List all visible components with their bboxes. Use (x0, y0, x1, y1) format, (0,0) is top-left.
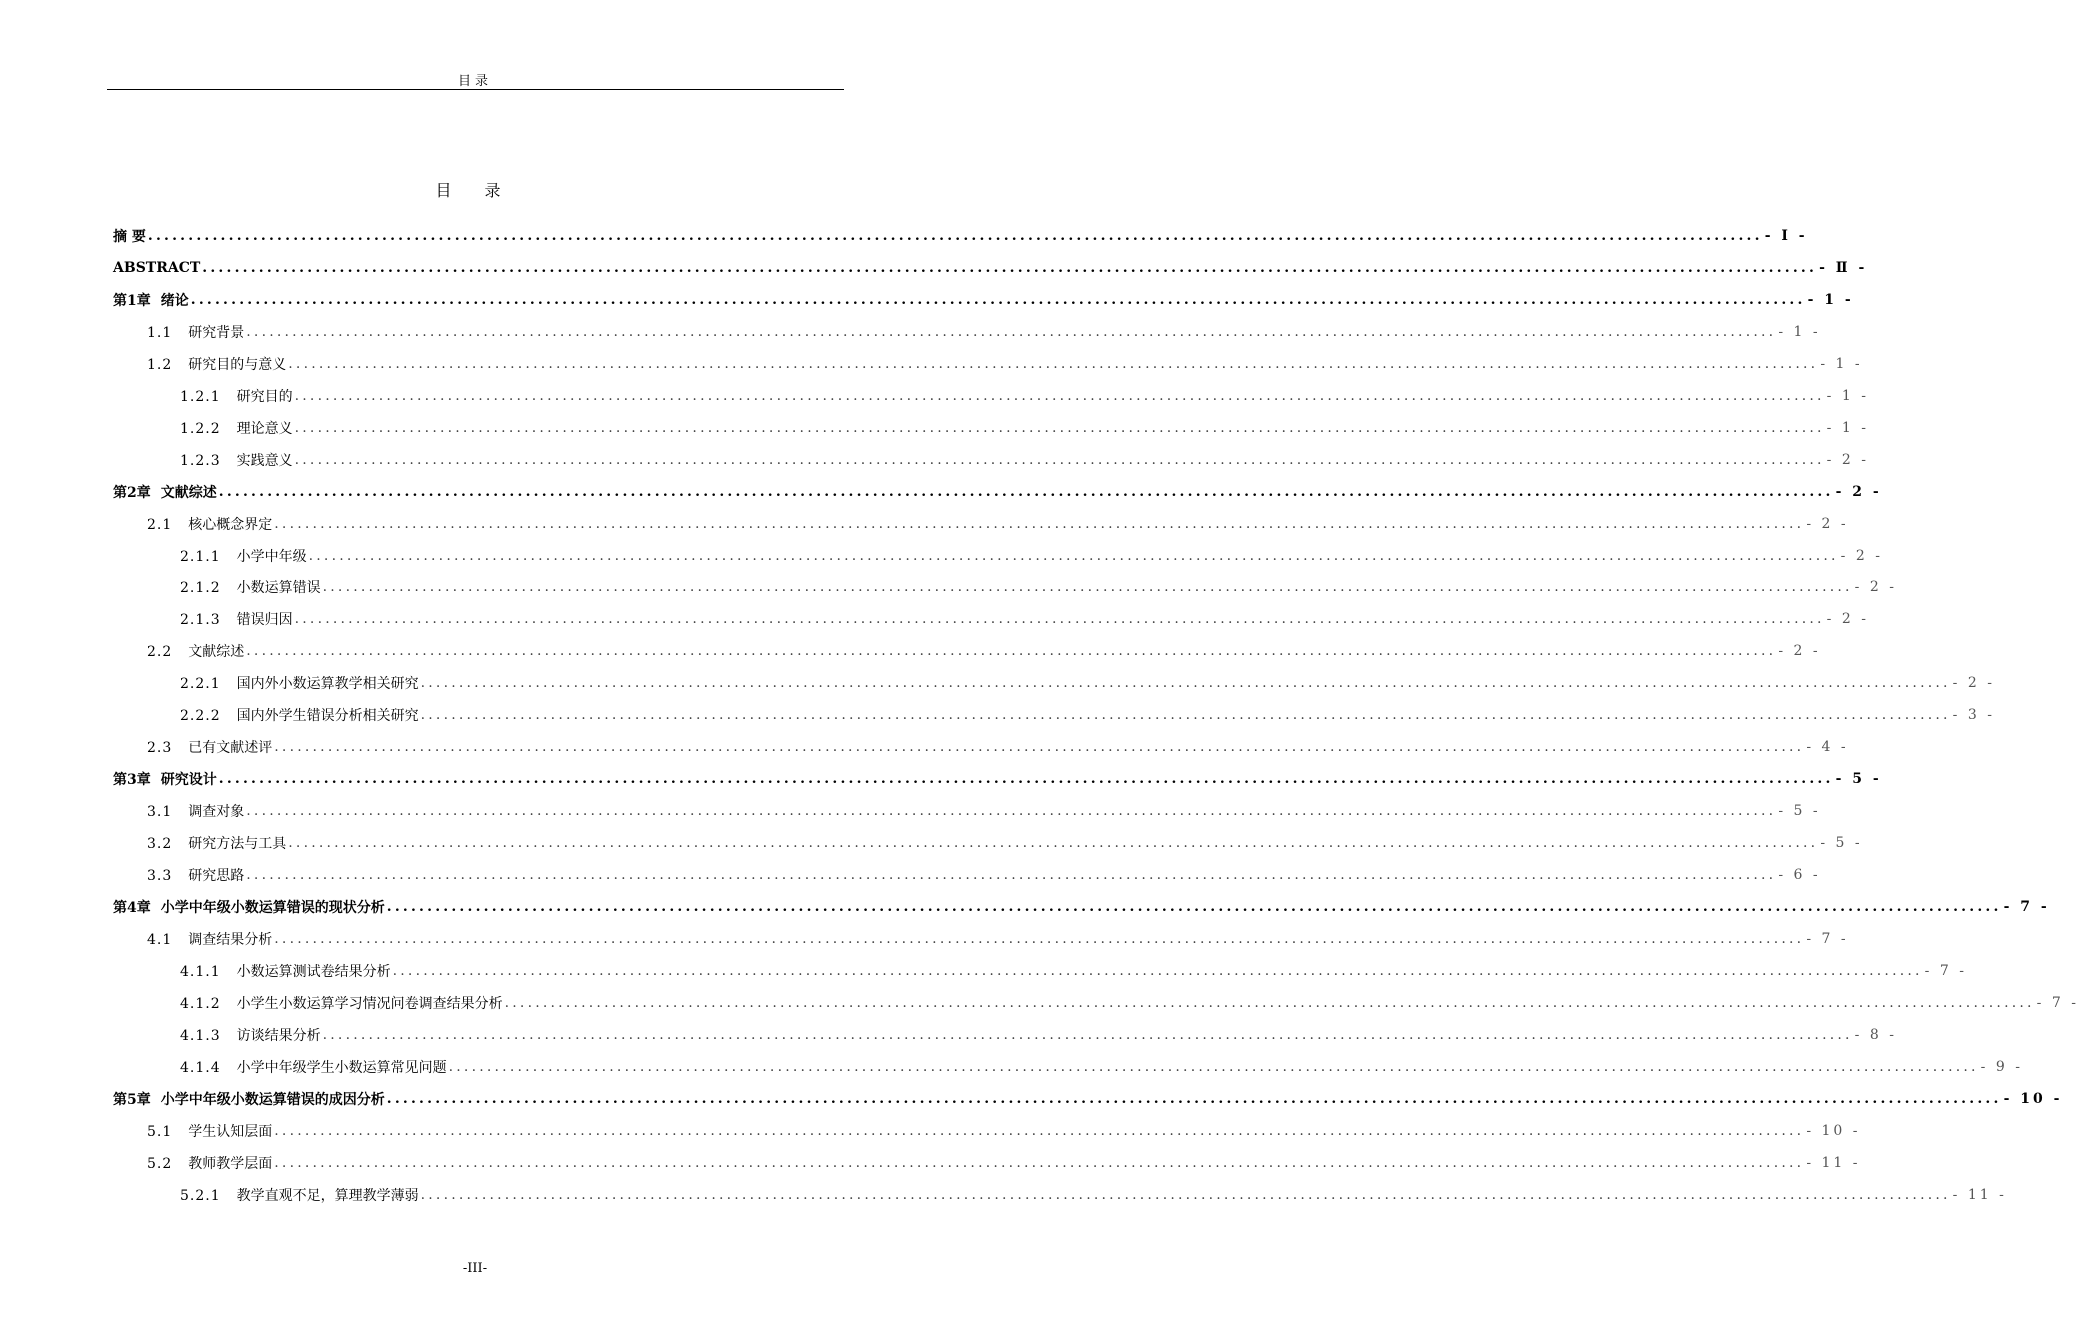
toc-entry[interactable] (147, 1147, 1861, 1179)
toc-entry-page: - 2 - (1854, 579, 1897, 596)
toc-entry-number: 1.2.1 (180, 388, 221, 405)
toc-entry-label (180, 1185, 419, 1205)
toc-entry-label (147, 514, 272, 534)
toc-entry[interactable] (113, 220, 1808, 252)
toc-entry[interactable] (180, 699, 1995, 731)
dot-leader: ........................................................................................................................................................................................................ (294, 451, 1825, 468)
toc-entry-label (147, 737, 272, 757)
toc-entry[interactable] (180, 1051, 2023, 1083)
toc-entry-text: 错误归因 (236, 612, 293, 629)
toc-entry-number: 5.1 (147, 1123, 173, 1140)
toc-entry-label (113, 1089, 385, 1109)
toc-entry[interactable] (147, 348, 1863, 380)
toc-entry-page: - 2 - (1826, 611, 1869, 628)
toc-entry[interactable] (180, 444, 1869, 476)
dot-leader: ........................................................................................................................................................................................................ (274, 1154, 1805, 1171)
toc-entry-page: - 2 - (1952, 675, 1995, 692)
toc-entry-text: 小学中年级小数运算错误的现状分析 (160, 899, 385, 916)
toc-entry[interactable] (180, 380, 1869, 412)
toc-entry-text: 教师教学层面 (188, 1155, 273, 1172)
toc-entry[interactable] (180, 955, 1967, 987)
toc-entry-text: 文献综述 (160, 484, 217, 501)
toc-entry[interactable] (147, 827, 1863, 859)
toc-entry-text: 已有文献述评 (188, 740, 273, 757)
toc-entry-number: 4.1.1 (180, 963, 221, 980)
dot-leader: ........................................................................................................................................................................................................ (392, 962, 1923, 979)
dot-leader: ........................................................................................................................................................................................................ (202, 259, 1818, 276)
toc-entry-label (147, 322, 244, 342)
toc-entry[interactable] (180, 987, 2079, 1019)
toc-entry-page: - 2 - (1806, 515, 1849, 532)
toc-entry-label (147, 354, 286, 374)
toc-title: 目 录 (435, 181, 515, 200)
toc-entry-page: - 6 - (1778, 867, 1821, 883)
toc-entry[interactable] (147, 923, 1849, 955)
toc-entry-number: 2.1.2 (180, 580, 221, 597)
toc-entry-page: - 4 - (1806, 739, 1849, 756)
dot-leader: ........................................................................................................................................................................................................ (420, 707, 1951, 724)
toc-entry-text: 研究方法与工具 (188, 836, 287, 853)
toc-entry-number: 2.3 (147, 740, 173, 757)
toc-entry-page: - 9 - (1980, 1058, 2023, 1075)
toc-entry-label (113, 769, 217, 789)
toc-entry-number: 5.2 (147, 1155, 173, 1172)
toc-entry-number: 第4章 (113, 899, 151, 916)
header-rule (107, 89, 844, 90)
toc-entry-text: 国内外学生错误分析相关研究 (236, 708, 419, 725)
toc-entry[interactable] (113, 476, 1882, 508)
toc-entry[interactable] (180, 571, 1897, 603)
toc-entry-label (180, 1057, 447, 1077)
toc-entry-label (147, 641, 244, 661)
toc-entry-number: 2.2 (147, 644, 173, 661)
toc-entry-label (180, 673, 419, 693)
toc-entry-page: - 1 - (1820, 355, 1863, 372)
toc-entry-text: 理论意义 (236, 420, 293, 437)
toc-entry-page: - 1 - (1826, 387, 1869, 404)
toc-entry[interactable] (147, 635, 1821, 667)
dot-leader: ........................................................................................................................................................................................................ (294, 611, 1825, 628)
toc-entry-number: 1.2.2 (180, 420, 221, 437)
dot-leader: ........................................................................................................................................................................................................ (448, 1058, 1979, 1075)
dot-leader: ........................................................................................................................................................................................................ (218, 483, 1834, 500)
toc-entry-text: 研究设计 (160, 772, 217, 789)
toc-entry[interactable] (113, 284, 1854, 316)
dot-leader: ........................................................................................................................................................................................................ (274, 515, 1805, 532)
toc-entry-text: 调查对象 (188, 804, 245, 821)
toc-entry-page: - 3 - (1952, 707, 1995, 724)
toc-entry-text: 文献综述 (188, 644, 245, 661)
toc-entry[interactable] (180, 1179, 2007, 1211)
toc-entry-page: - 2 - (1840, 547, 1883, 564)
toc-entry-label (147, 833, 286, 853)
dot-leader: ........................................................................................................................................................................................................ (294, 387, 1825, 404)
toc-entry[interactable] (180, 667, 1995, 699)
toc-entry-label (180, 993, 503, 1013)
dot-leader: ........................................................................................................................................................................................................ (322, 1026, 1853, 1043)
toc-entry-number: 2.2.1 (180, 676, 221, 693)
toc-entry-text: 研究思路 (188, 868, 245, 884)
dot-leader: ........................................................................................................................................................................................................ (322, 579, 1853, 596)
toc-entry-page: - 2 - (1835, 483, 1882, 500)
toc-entry-label (180, 418, 293, 438)
toc-entry-text: 核心概念界定 (188, 516, 273, 533)
dot-leader: ........................................................................................................................................................................................................ (294, 419, 1825, 436)
toc-entry-number: 第3章 (113, 772, 151, 789)
toc-entry-page: - 10 - (2003, 1090, 2063, 1107)
page-number: -III- (462, 1261, 488, 1276)
toc-entry[interactable] (180, 540, 1883, 572)
toc-entry-number: 5.2.1 (180, 1187, 221, 1204)
toc-entry[interactable] (113, 252, 1868, 284)
toc-entry-number: 4.1 (147, 931, 173, 948)
running-header: 目录 (457, 74, 492, 89)
toc-entry-page: - 11 - (1952, 1186, 2007, 1203)
toc-entry-label (180, 705, 419, 725)
toc-entry-text: ABSTRACT (113, 259, 201, 276)
dot-leader: ........................................................................................................................................................................................................ (246, 643, 1777, 660)
dot-leader: ........................................................................................................................................................................................................ (274, 739, 1805, 756)
toc-entry-text: 学生认知层面 (188, 1123, 273, 1140)
toc-entry-text: 调查结果分析 (188, 931, 273, 948)
toc-entry-number: 1.1 (147, 324, 173, 341)
toc-entry-page: - 8 - (1854, 1026, 1897, 1043)
toc-entry-page: - 5 - (1820, 835, 1863, 852)
toc-entry-label (147, 1153, 272, 1173)
toc-entry[interactable] (147, 508, 1849, 540)
toc-entry[interactable] (147, 1115, 1861, 1147)
toc-entry-label (180, 577, 321, 597)
toc-entry-page: - 7 - (1806, 930, 1849, 947)
toc-entry-text: 国内外小数运算教学相关研究 (236, 676, 419, 693)
toc-entry-text: 小学生小数运算学习情况问卷调查结果分析 (236, 995, 503, 1012)
toc-entry-page: - Ⅰ - (1764, 228, 1808, 244)
toc-entry-label (180, 386, 293, 406)
toc-entry-label (180, 609, 293, 629)
toc-entry-number: 2.2.2 (180, 708, 221, 725)
dot-leader: ........................................................................................................................................................................................................ (246, 867, 1777, 883)
toc-entry-text: 研究目的与意义 (188, 356, 287, 373)
toc-entry-page: - 2 - (1826, 451, 1869, 468)
toc-entry-page: - 1 - (1826, 419, 1869, 436)
dot-leader: ........................................................................................................................................................................................................ (504, 994, 2035, 1011)
toc-entry-page: - 10 - (1806, 1122, 1861, 1139)
toc-entry-text: 摘 要 (113, 229, 146, 245)
toc-entry-page: - 7 - (2036, 994, 2079, 1011)
toc-entry-number: 第1章 (113, 292, 151, 309)
toc-entry-number: 2.1.3 (180, 612, 221, 629)
toc-entry[interactable] (180, 603, 1869, 635)
toc-entry-page: - Ⅱ - (1819, 259, 1868, 276)
toc-entry-label (147, 1121, 272, 1141)
toc-entry-text: 小学中年级小数运算错误的成因分析 (160, 1091, 385, 1108)
dot-leader: ........................................................................................................................................................................................................ (386, 1090, 2002, 1107)
toc-entry-text: 研究目的 (236, 388, 293, 405)
toc-entry-text: 访谈结果分析 (236, 1027, 321, 1044)
toc-entry-label (113, 897, 385, 917)
dot-leader: ........................................................................................................................................................................................................ (288, 835, 1819, 852)
toc-entry[interactable] (113, 1083, 2063, 1115)
toc-entry[interactable] (113, 891, 2050, 923)
toc-entry-page: - 5 - (1835, 771, 1882, 788)
toc-entry[interactable] (180, 412, 1869, 444)
toc-entry-text: 小学中年级学生小数运算常见问题 (236, 1059, 447, 1076)
toc-entry-number: 4.1.4 (180, 1059, 221, 1076)
dot-leader: ........................................................................................................................................................................................................ (274, 930, 1805, 947)
toc-entry[interactable] (180, 1019, 1897, 1051)
toc-entry-page: - 1 - (1778, 323, 1821, 340)
toc-entry-label (113, 290, 189, 310)
dot-leader: ........................................................................................................................................................................................................ (386, 898, 2002, 915)
toc-entry[interactable] (147, 795, 1821, 827)
toc-entry-number: 3.1 (147, 804, 173, 821)
toc-entry-number: 1.2 (147, 356, 173, 373)
toc-entry-number: 4.1.3 (180, 1027, 221, 1044)
toc-entry-label (113, 226, 146, 246)
toc-entry[interactable] (147, 731, 1849, 763)
toc-entry-text: 实践意义 (236, 452, 293, 469)
toc-entry-label (147, 801, 244, 821)
toc-entry-page: - 1 - (1807, 291, 1854, 308)
toc-entry-number: 1.2.3 (180, 452, 221, 469)
dot-leader: ........................................................................................................................................................................................................ (274, 1122, 1805, 1139)
toc-entry-number: 2.1 (147, 516, 173, 533)
toc-entry-label (180, 1025, 321, 1045)
dot-leader: ........................................................................................................................................................................................................ (218, 771, 1834, 788)
toc-entry-label (147, 865, 244, 885)
dot-leader: ........................................................................................................................................................................................................ (420, 675, 1951, 692)
dot-leader: ........................................................................................................................................................................................................ (288, 355, 1819, 372)
toc-entry-label (113, 482, 217, 502)
toc-entry-number: 第5章 (113, 1091, 151, 1108)
dot-leader: ........................................................................................................................................................................................................ (147, 228, 1763, 244)
toc-entry-number: 4.1.2 (180, 995, 221, 1012)
dot-leader: ........................................................................................................................................................................................................ (308, 547, 1839, 564)
toc-entry-page: - 5 - (1778, 803, 1821, 820)
toc-entry[interactable] (113, 763, 1882, 795)
toc-entry-page: - 11 - (1806, 1154, 1861, 1171)
toc-entry-text: 研究背景 (188, 324, 245, 341)
toc-entry-page: - 7 - (1924, 962, 1967, 979)
toc-entry-text: 小数运算测试卷结果分析 (236, 963, 391, 980)
toc-entry-text: 绪论 (160, 292, 189, 309)
toc-entry-text: 小学中年级 (236, 548, 307, 565)
toc-entry-number: 3.2 (147, 836, 173, 853)
dot-leader: ........................................................................................................................................................................................................ (246, 803, 1777, 820)
dot-leader: ........................................................................................................................................................................................................ (190, 291, 1806, 308)
toc-entry-page: - 2 - (1778, 643, 1821, 660)
toc-entry[interactable] (147, 316, 1821, 348)
toc-entry-text: 教学直观不足，算理教学薄弱 (236, 1187, 419, 1204)
toc-entry-number: 3.3 (147, 868, 173, 884)
toc-entry-number: 第2章 (113, 484, 151, 501)
toc-entry-label (180, 546, 307, 566)
toc-entry-page: - 7 - (2003, 898, 2050, 915)
toc-entry[interactable] (147, 859, 1821, 891)
toc-entry-label (180, 450, 293, 470)
toc-entry-label (113, 260, 200, 276)
toc-entry-label (180, 961, 391, 981)
toc-entry-label (147, 929, 272, 949)
toc-entry-number: 2.1.1 (180, 548, 221, 565)
toc-entry-text: 小数运算错误 (236, 580, 321, 597)
dot-leader: ........................................................................................................................................................................................................ (246, 323, 1777, 340)
dot-leader: ........................................................................................................................................................................................................ (420, 1186, 1951, 1203)
